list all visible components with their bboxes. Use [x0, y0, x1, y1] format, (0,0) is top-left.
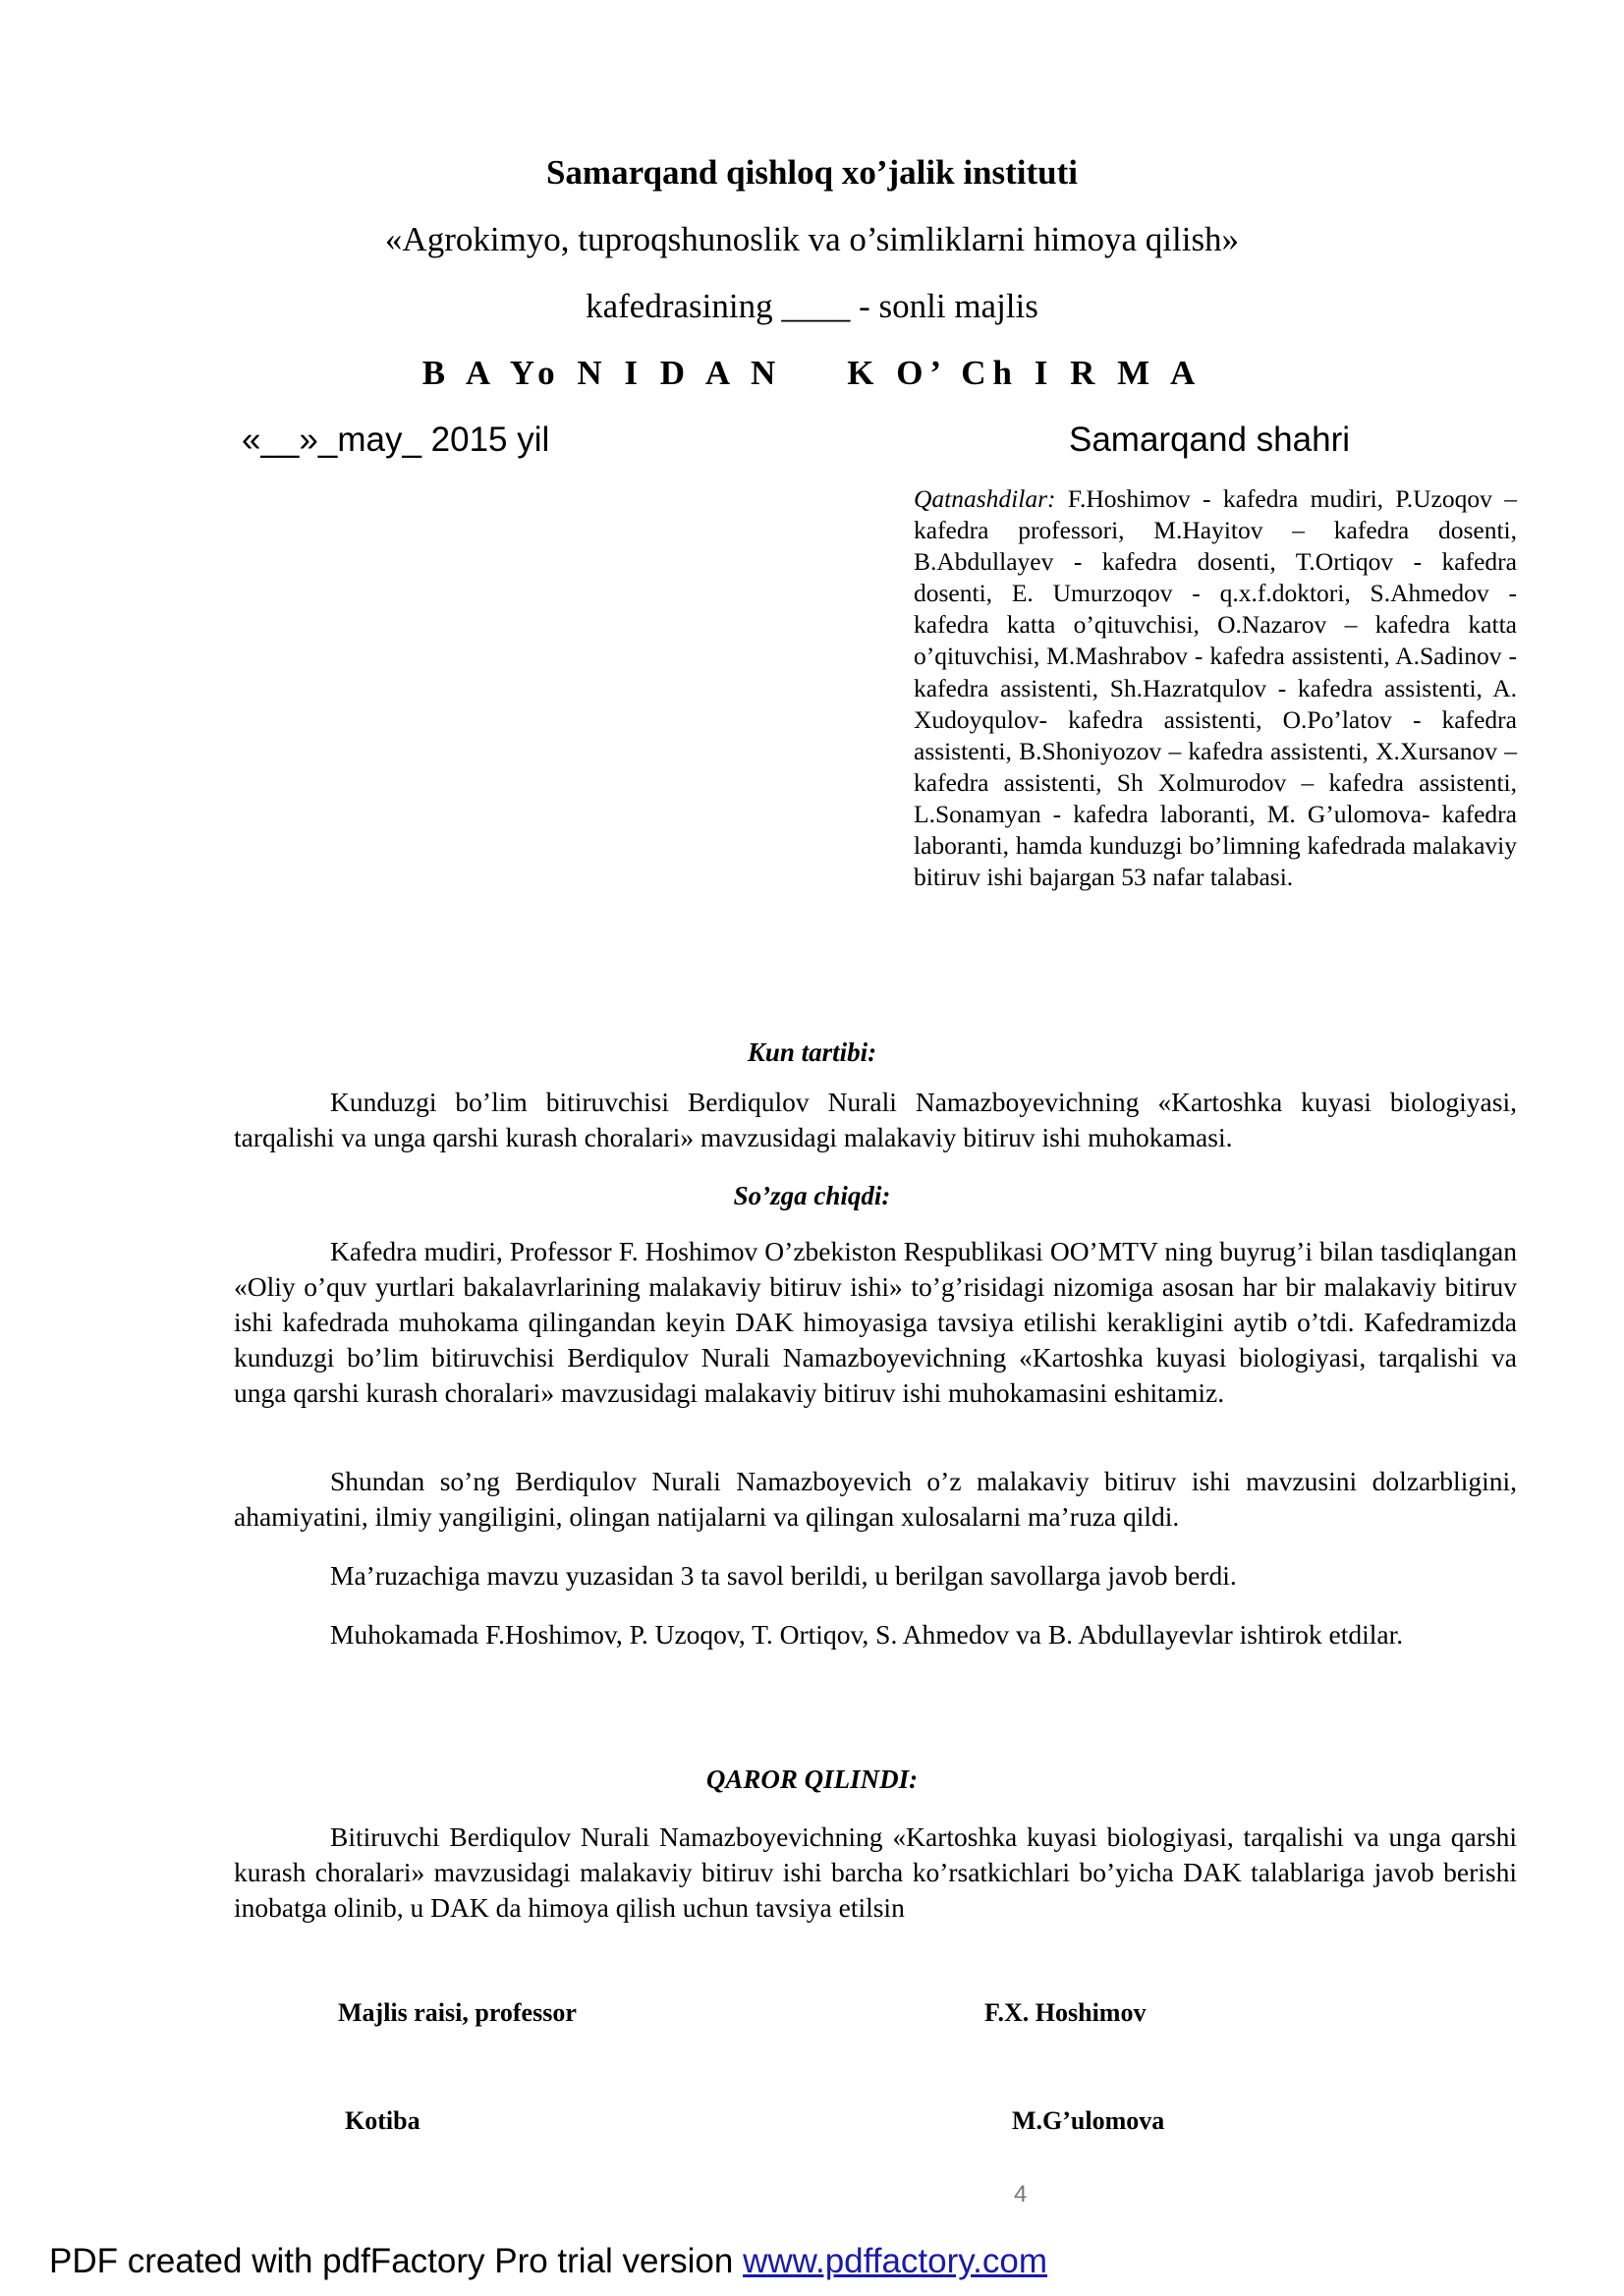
chair-role: Majlis raisi, professor [338, 1998, 577, 2027]
decision-heading: QAROR QILINDI: [705, 1764, 919, 1794]
session-number: kafedrasining ____ - sonli majlis [586, 287, 1038, 325]
department-name: «Agrokimyo, tuproqshunoslik va o’simliklarni himoya qilish» [384, 220, 1240, 258]
speech-paragraph-2: Shundan so’ng Berdiqulov Nurali Namazboyevich o’z malakaviy bitiruv ishi mavzusini dolzarbligini, ahamiyatini, ilmiy yangiligini, olingan natijalarni va qilingan xulosalarni ma’ruza qildi. [234, 1466, 1517, 1532]
pdf-footer [49, 2242, 1047, 2281]
secretary-name: M.G’ulomova [1012, 2106, 1165, 2135]
meeting-city: Samarqand shahri [1069, 420, 1350, 459]
secretary-role: Kotiba [345, 2106, 420, 2135]
agenda-text: Kunduzgi bo’lim bitiruvchisi Berdiqulov Nurali Namazboyevichning «Kartoshka kuyasi biologiyasi, tarqalishi va unga qarshi kurash choralari» mavzusidagi malakaviy bitiruv ishi muhokamasi. [234, 1087, 1517, 1152]
agenda-heading: Kun tartibi: [747, 1037, 877, 1067]
chair-name: F.X. Hoshimov [984, 1998, 1147, 2027]
speech-paragraph-4: Muhokamada F.Hoshimov, P. Uzoqov, T. Ortiqov, S. Ahmedov va B. Abdullayevlar ishtirok etdilar. [330, 1619, 1404, 1650]
speech-paragraph-3: Ma’ruzachiga mavzu yuzasidan 3 ta savol berildi, u berilgan savollarga javob berdi. [330, 1560, 1237, 1591]
meeting-date: «__»_may_ 2015 yil [242, 420, 550, 459]
attendees-block [914, 483, 1517, 893]
title-right: K O’ Ch I R M A [847, 354, 1203, 392]
decision-text: Bitiruvchi Berdiqulov Nurali Namazboyevichning «Kartoshka kuyasi biologiyasi, tarqalishi va unga qarshi kurash choralari» mavzusidagi malakaviy bitiruv ishi barcha ko’rsatkichlari bo’yicha DAK talablariga javob berishi inobatga olinib, u DAK da himoya qilish uchun tavsiya etilsin [234, 1821, 1517, 1923]
speech-paragraph-1: Kafedra mudiri, Professor F. Hoshimov O’zbekiston Respublikasi OO’MTV ning buyrug’i bilan tasdiqlangan «Oliy o’quv yurtlari bakalavrlarining malakaviy bitiruv ishi» to’g’risidagi nizomiga asosan har bir malakaviy bitiruv ishi kafedrada muhokama qilingandan keyin DAK himoyasiga tavsiya etilishi kerakligini aytib o’tdi. Kafedramizda kunduzgi bo’lim bitiruvchisi Berdiqulov Nurali Namazboyevichning «Kartoshka kuyasi biologiyasi, tarqalishi va unga qarshi kurash choralari» mavzusidagi malakaviy bitiruv ishi muhokamasini eshitamiz. [234, 1236, 1517, 1408]
title-left: B A Yo N I D A N [421, 354, 783, 392]
speech-heading: So’zga chiqdi: [733, 1181, 891, 1210]
attendees-label: Qatnashdilar: [914, 484, 1056, 513]
footer-link[interactable]: www.pdffactory.com [743, 2242, 1048, 2280]
institute-name: Samarqand qishloq xo’jalik instituti [545, 153, 1079, 192]
page-number: 4 [1014, 2181, 1028, 2208]
attendees-list: F.Hoshimov - kafedra mudiri, P.Uzoqov – kafedra professori, M.Hayitov – kafedra dosenti, B.Abdullayev - kafedra dosenti, T.Ortiqov - kafedra dosenti, E. Umurzoqov - q.x.f.doktori, S.Ahmedov - kafedra katta o’qituvchisi, O.Nazarov – kafedra katta o’qituvchisi, M.Mashrabov - kafedra assistenti, A.Sadinov - kafedra assistenti, Sh.Hazratqulov - kafedra assistenti, A. Xudoyqulov- kafedra assistenti, O.Po’latov - kafedra assistenti, B.Shoniyozov – kafedra assistenti, X.Xursanov – kafedra assistenti, Sh Xolmurodov – kafedra assistenti, L.Sonamyan - kafedra laboranti, M. G’ulomova- kafedra laboranti, hamda kunduzgi bo’limning kafedrada malakaviy bitiruv ishi bajargan 53 nafar talabasi. [914, 484, 1517, 892]
document-title [0, 354, 1624, 393]
footer-text: PDF created with pdfFactory Pro trial version [49, 2242, 744, 2280]
